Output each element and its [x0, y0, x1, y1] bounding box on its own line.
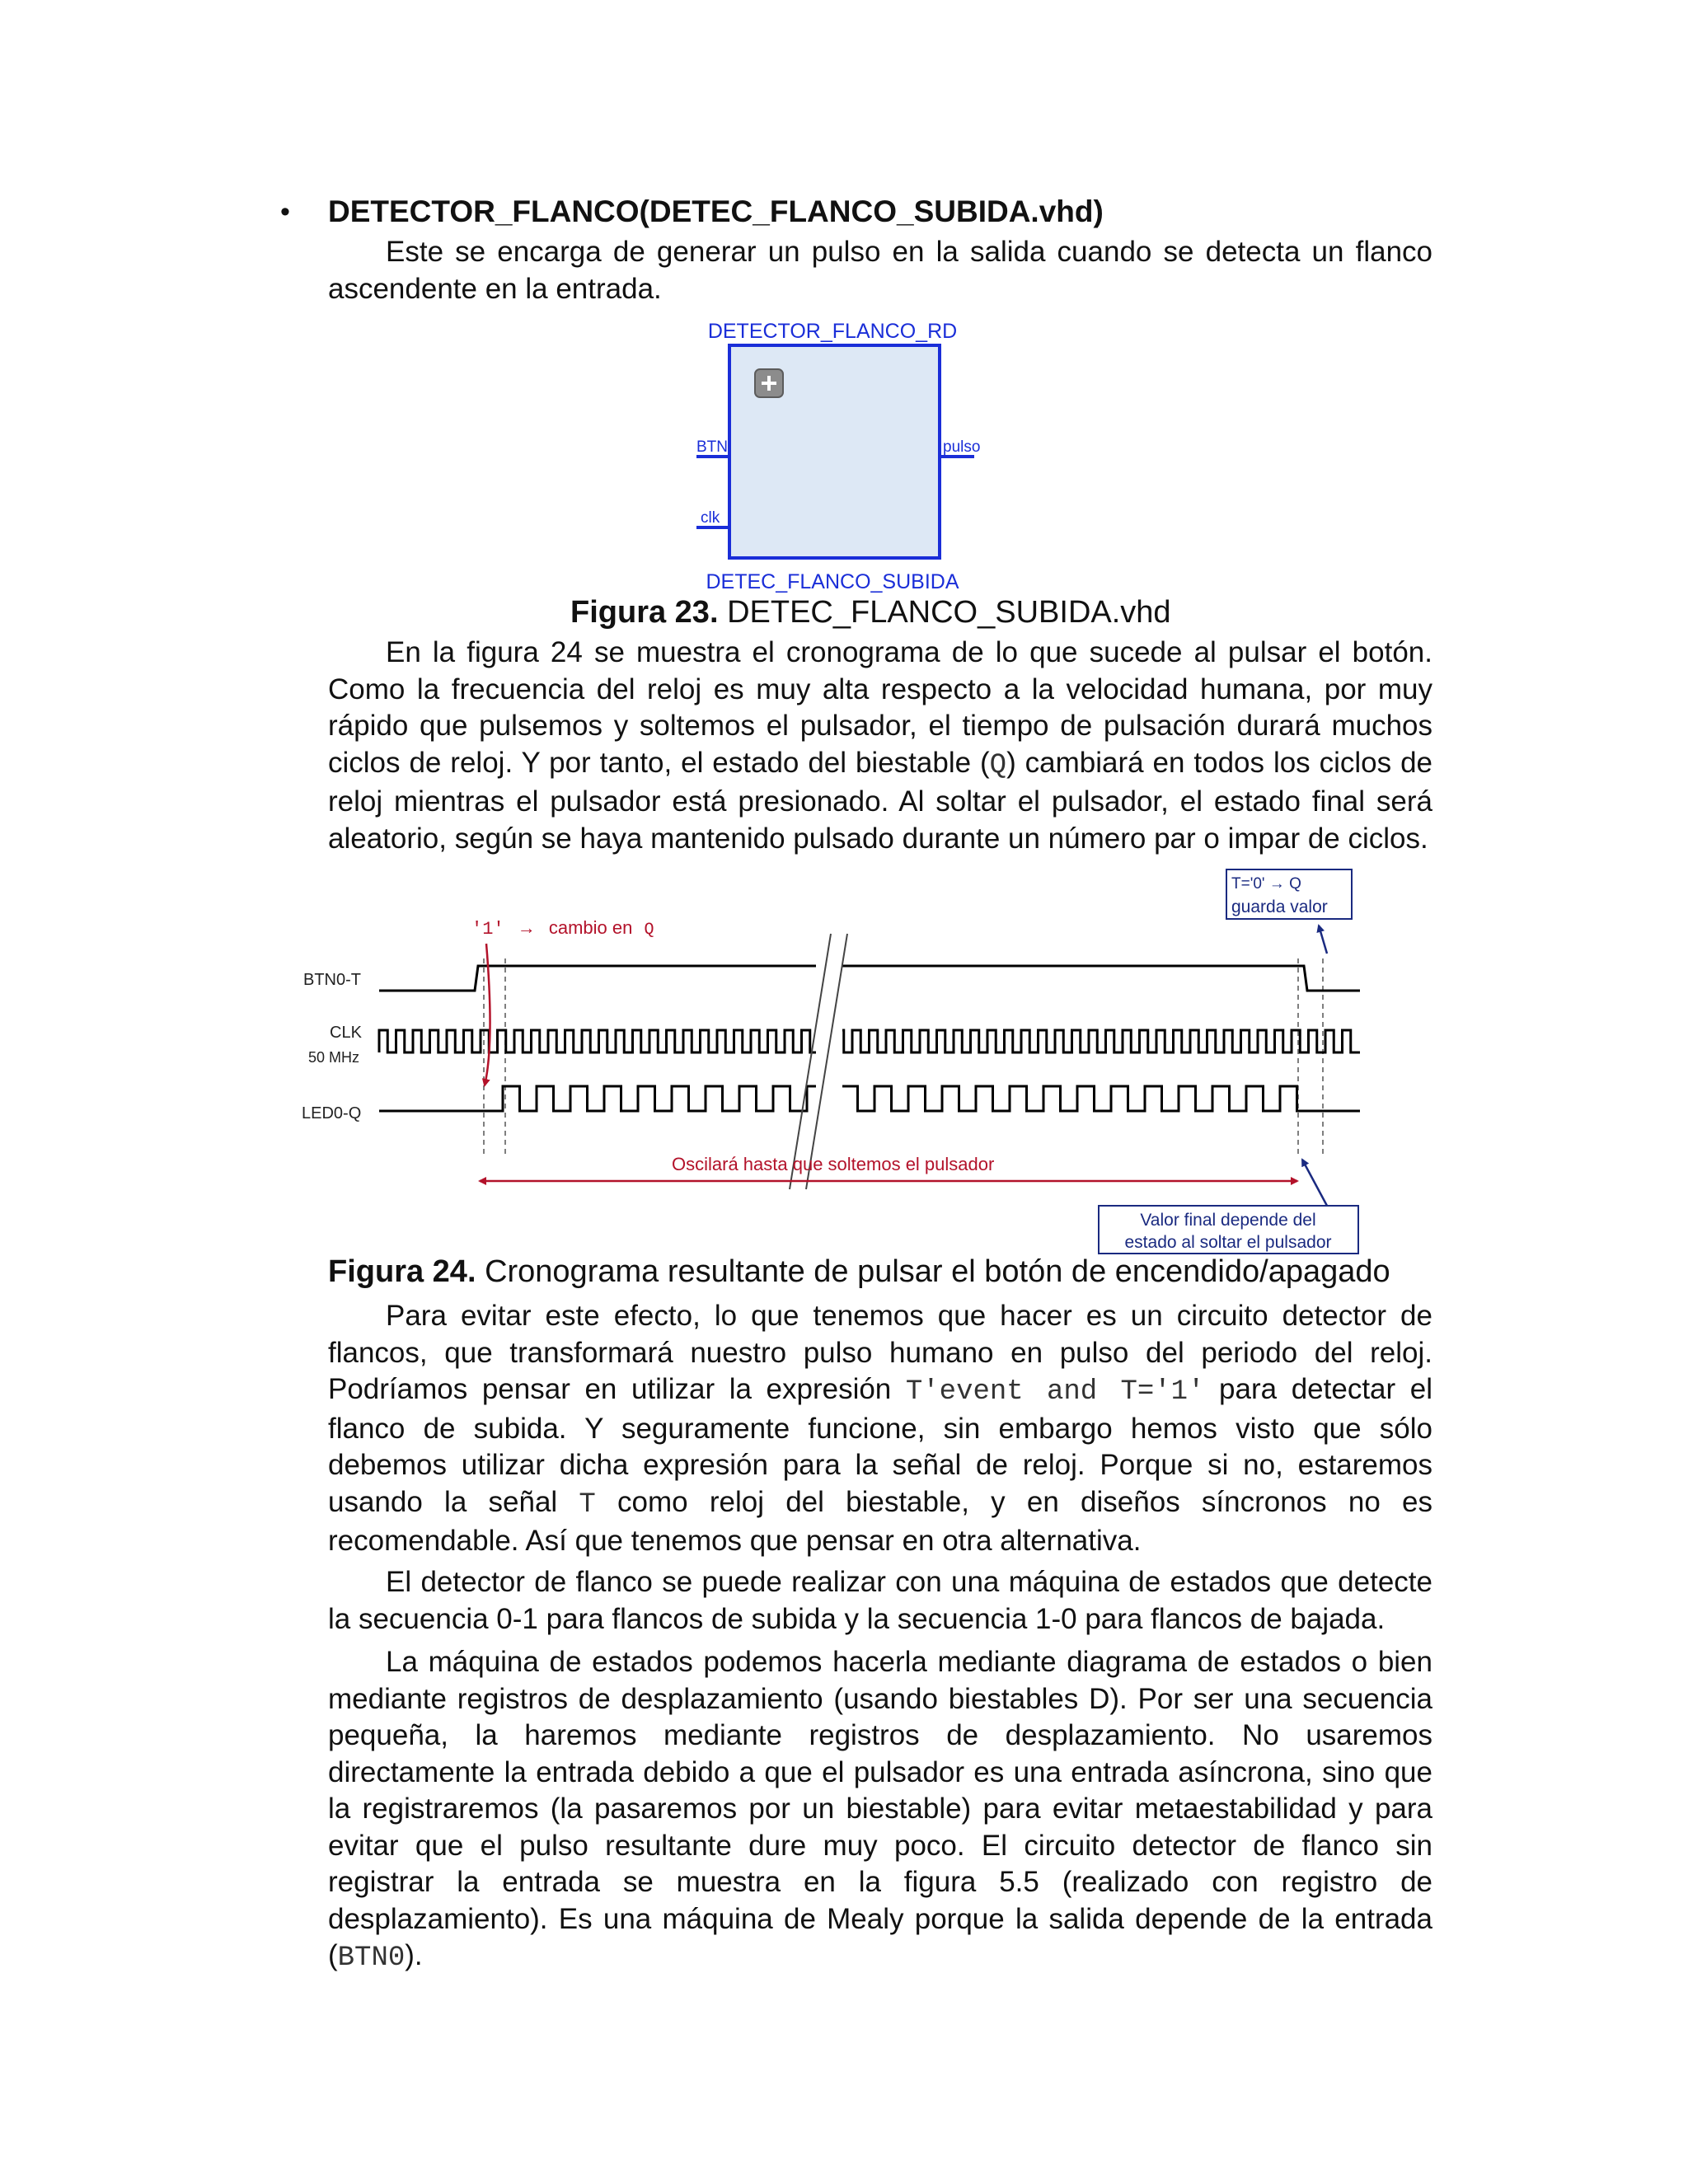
- time-break-mask: [816, 934, 842, 1189]
- paragraph-4-text-a: La máquina de estados podemos hacerla mediante diagrama de estados o bien mediante registros de desplazamiento (usando biestables D). Por ser una secuencia pequeña, la haremos mediante registros de desplazamiento. No usaremos directamente la entrada debido a que el pulsador es una entrada asíncrona, sino que la registraremos (la pasaremos por un biestable) para evitar metaestabilidad y para evitar que el pulso resultante dure muy poco. El circuito detector de flanco sin registrar la entrada se muestra en la figura 5.5 (realizado con registro de desplazamiento). Es una máquina de Mealy porque la salida depende de la entrada (: [328, 1646, 1432, 1971]
- intro-paragraph: Este se encarga de generar un pulso en la salida cuando se detecta un flanco ascendente en la entrada.: [328, 236, 1432, 305]
- paragraph-3: El detector de flanco se puede realizar con una máquina de estados que detecte la secuencia 0-1 para flancos de subida y la secuencia 1-0 para flancos de bajada.: [328, 1566, 1432, 1635]
- btn-waveform: [379, 966, 1360, 991]
- annotation-change-q-text: cambio en: [548, 917, 633, 938]
- bullet: •: [280, 196, 290, 227]
- signal-label-led: LED0-Q: [302, 1104, 362, 1122]
- figure-23-caption: [570, 595, 1171, 630]
- final-arrow: [1302, 1160, 1327, 1206]
- block-bottom-label: DETEC_FLANCO_SUBIDA: [706, 570, 959, 593]
- annotation-hold-line1: T='0' → Q: [1231, 875, 1301, 893]
- figure-24-caption: [328, 1254, 1390, 1290]
- clk-waveform: [379, 1030, 1360, 1052]
- port-pulso-label: pulso: [943, 438, 981, 456]
- paragraph-2-text-a: Para evitar este efecto, lo que tenemos que hacer es un circuito detector de flancos, que transformará nuestro pulso humano en pulso del periodo del reloj. Podríamos pensar en utilizar la expresión: [328, 1300, 1432, 1405]
- figure-23-label: Figura 23.: [570, 595, 719, 630]
- paragraph-2-text-c: como reloj del biestable, y en diseños síncronos no es recomendable. Así que tenemos que pensar en otra alternativa.: [328, 1485, 1432, 1557]
- annotation-change-q-arrow: →: [517, 917, 536, 938]
- section-heading: DETECTOR_FLANCO(DETEC_FLANCO_SUBIDA.vhd): [328, 194, 1104, 228]
- hold-arrow: [1319, 926, 1327, 954]
- plus-icon: [755, 369, 783, 397]
- figure-24-label: Figura 24.: [328, 1254, 476, 1289]
- port-clk-label: clk: [701, 509, 720, 527]
- paragraph-1-text-b: ) cambiará en todos los ciclos de reloj mientras el pulsador está presionado. Al soltar el pulsador, el estado final será aleatorio, según se haya mantenido pulsado durante un número par o impar de ciclos.: [328, 746, 1432, 855]
- figure-24-text: Cronograma resultante de pulsar el botón de encendido/apagado: [485, 1254, 1390, 1289]
- led-waveform: [379, 1086, 1360, 1111]
- paragraph-2-code-signal: T: [579, 1488, 596, 1521]
- port-btn-label: BTN: [696, 438, 728, 456]
- paragraph-4-text-b: ).: [405, 1939, 423, 1971]
- annotation-final-line1: Valor final depende del: [1140, 1211, 1316, 1230]
- figure-23-text: DETEC_FLANCO_SUBIDA.vhd: [727, 595, 1171, 630]
- annotation-change-q-value: '1': [471, 919, 504, 940]
- annotation-change-q-signal: Q: [644, 921, 654, 940]
- annotation-hold-line2: guarda valor: [1231, 898, 1328, 916]
- paragraph-1: [328, 635, 1432, 857]
- annotation-oscillate: Oscilará hasta que soltemos el pulsador: [672, 1154, 995, 1174]
- paragraph-1-code: Q: [989, 749, 1007, 781]
- block-diagram: [676, 312, 1006, 596]
- annotation-final-line2: estado al soltar el pulsador: [1124, 1233, 1332, 1252]
- paragraph-2-code-expression: T'event and T='1': [905, 1376, 1205, 1408]
- paragraph-2-text-b: para detectar el flanco de subida. Y seguramente funcione, sin embargo hemos visto que sólo debemos utilizar dicha expresión para la señal de reloj. Porque si no, estaremos usando la señal: [328, 1373, 1432, 1518]
- signal-label-clk: CLK: [330, 1024, 362, 1042]
- paragraph-2: [328, 1298, 1432, 1560]
- block-top-label: DETECTOR_FLANCO_RD: [707, 320, 958, 343]
- paragraph-4: [328, 1644, 1432, 1977]
- signal-label-btn: BTN0-T: [303, 971, 361, 989]
- annotation-change-q: [471, 917, 654, 940]
- paragraph-4-code: BTN0: [337, 1943, 406, 1974]
- paragraph-1-text-a: En la figura 24 se muestra el cronograma de lo que sucede al pulsar el botón. Como la frecuencia del reloj es muy alta respecto a la velocidad humana, por muy rápido que pulsemos y soltemos el pulsador, el tiempo de pulsación durará muchos ciclos de reloj. Y por tanto, el estado del biestable (: [328, 636, 1432, 779]
- timing-diagram: [297, 861, 1376, 1257]
- signal-label-clk-freq: 50 MHz: [308, 1049, 360, 1066]
